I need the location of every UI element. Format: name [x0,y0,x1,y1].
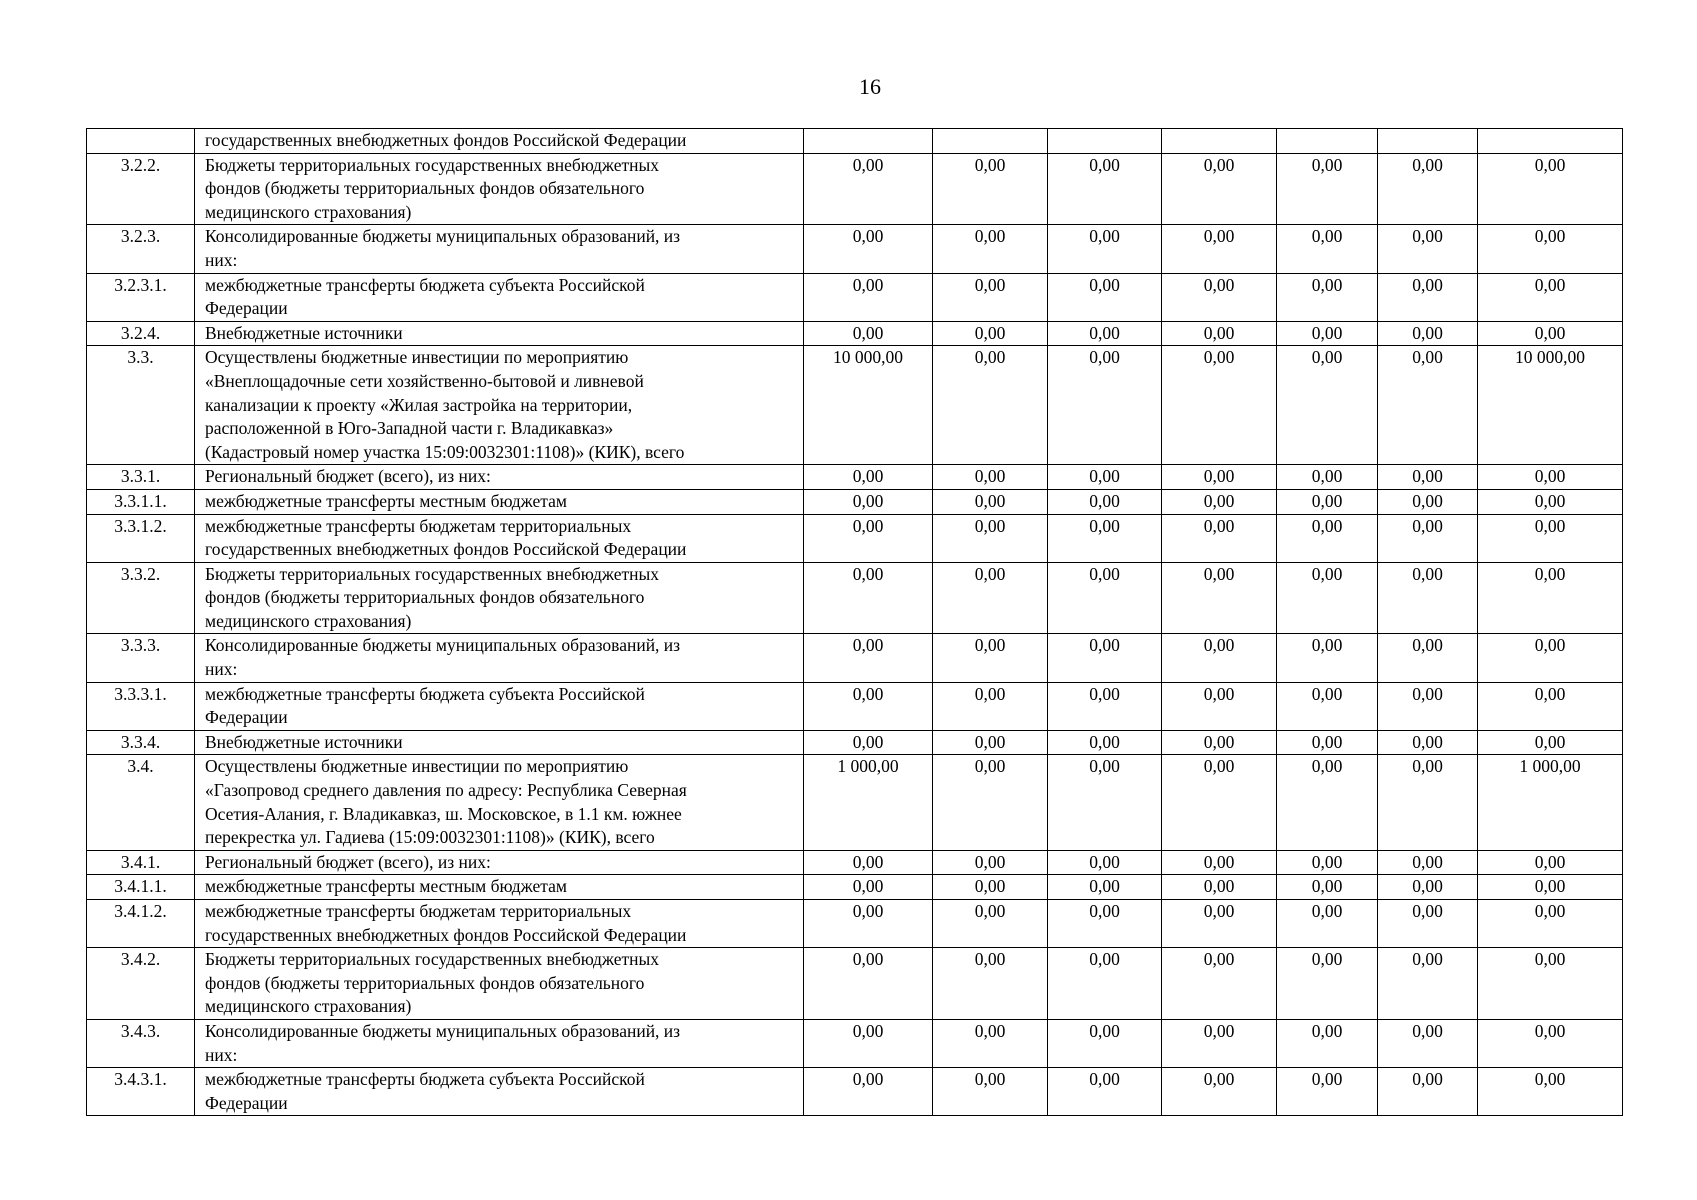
row-number-cell: 3.2.3. [87,225,195,273]
value-cell: 0,00 [1378,346,1478,465]
value-cell: 0,00 [933,321,1048,346]
value-cell: 0,00 [1048,755,1162,850]
table-row [87,634,1623,682]
row-description-cell: межбюджетные трансферты бюджета субъекта Российской Федерации [195,682,804,730]
value-cell: 0,00 [1162,875,1277,900]
value-cell: 0,00 [1048,321,1162,346]
value-cell: 0,00 [1162,1019,1277,1067]
value-cell: 0,00 [1048,273,1162,321]
value-cell: 0,00 [1162,465,1277,490]
value-cell: 0,00 [804,1019,933,1067]
table-row [87,730,1623,755]
row-number-cell: 3.3. [87,346,195,465]
value-cell: 0,00 [1048,1019,1162,1067]
value-cell: 0,00 [1378,1068,1478,1116]
table-row [87,948,1623,1020]
row-description-cell: Бюджеты территориальных государственных внебюджетных фондов (бюджеты территориальных фондов обязательного медицинского страхования) [195,153,804,225]
value-cell: 0,00 [1048,153,1162,225]
row-description-cell: Осуществлены бюджетные инвестиции по мероприятию «Газопровод среднего давления по адресу: Республика Северная Осетия-Алания, г. Владикавказ, ш. Московское, в 1.1 км. южнее перекрестка ул. Гадиева (15:09:0032301:1108)» (КИК), всего [195,755,804,850]
value-cell: 0,00 [933,465,1048,490]
value-cell: 0,00 [1277,682,1378,730]
row-description-cell: Осуществлены бюджетные инвестиции по мероприятию «Внеплощадочные сети хозяйственно-бытовой и ливневой канализации к проекту «Жилая застройка на территории, расположенной в Юго-Западной части г. Владикавказ» (Кадастровый номер участка 15:09:0032301:1108)» (КИК), всего [195,346,804,465]
table-row [87,225,1623,273]
row-description-cell: межбюджетные трансферты бюджетам территориальных государственных внебюджетных фондов Российской Федерации [195,900,804,948]
value-cell: 0,00 [1378,321,1478,346]
value-cell: 0,00 [1277,730,1378,755]
value-cell: 0,00 [1378,273,1478,321]
value-cell: 0,00 [1162,273,1277,321]
table-row [87,900,1623,948]
row-number-cell: 3.2.2. [87,153,195,225]
row-description-cell: Региональный бюджет (всего), из них: [195,850,804,875]
value-cell: 0,00 [1048,465,1162,490]
table-row [87,489,1623,514]
value-cell: 0,00 [933,730,1048,755]
value-cell: 0,00 [1162,321,1277,346]
value-cell: 0,00 [1378,850,1478,875]
value-cell: 0,00 [1478,225,1623,273]
table-row [87,682,1623,730]
value-cell: 0,00 [1478,1068,1623,1116]
table-row [87,1019,1623,1067]
value-cell: 0,00 [1478,562,1623,634]
row-number-cell: 3.4.3.1. [87,1068,195,1116]
row-description-cell: Бюджеты территориальных государственных внебюджетных фондов (бюджеты территориальных фондов обязательного медицинского страхования) [195,562,804,634]
value-cell: 0,00 [1378,755,1478,850]
value-cell: 0,00 [1048,225,1162,273]
value-cell: 0,00 [1378,948,1478,1020]
value-cell [1048,129,1162,154]
value-cell: 0,00 [1277,900,1378,948]
value-cell: 0,00 [1378,225,1478,273]
value-cell: 0,00 [1048,948,1162,1020]
value-cell: 0,00 [1378,514,1478,562]
value-cell: 0,00 [1277,346,1378,465]
row-number-cell: 3.2.4. [87,321,195,346]
value-cell: 0,00 [1048,875,1162,900]
value-cell: 0,00 [933,1068,1048,1116]
value-cell: 0,00 [1378,634,1478,682]
row-number-cell: 3.3.1.2. [87,514,195,562]
value-cell: 0,00 [1277,321,1378,346]
row-description-cell: Региональный бюджет (всего), из них: [195,465,804,490]
value-cell: 0,00 [804,465,933,490]
value-cell: 0,00 [1048,489,1162,514]
row-description-cell: межбюджетные трансферты местным бюджетам [195,875,804,900]
row-description-cell: межбюджетные трансферты бюджета субъекта Российской Федерации [195,273,804,321]
row-number-cell: 3.3.3. [87,634,195,682]
value-cell: 0,00 [1162,489,1277,514]
value-cell: 0,00 [1277,948,1378,1020]
row-number-cell: 3.4. [87,755,195,850]
value-cell: 0,00 [1277,850,1378,875]
value-cell: 0,00 [804,875,933,900]
value-cell: 0,00 [1048,850,1162,875]
value-cell: 0,00 [1478,875,1623,900]
value-cell: 0,00 [804,900,933,948]
value-cell: 0,00 [1277,153,1378,225]
value-cell: 0,00 [1478,900,1623,948]
value-cell: 0,00 [1162,755,1277,850]
value-cell: 0,00 [1162,682,1277,730]
row-description-cell: межбюджетные трансферты местным бюджетам [195,489,804,514]
value-cell: 0,00 [1378,153,1478,225]
value-cell: 0,00 [933,755,1048,850]
value-cell: 0,00 [933,682,1048,730]
value-cell: 0,00 [1277,1019,1378,1067]
row-number-cell: 3.3.4. [87,730,195,755]
row-number-cell [87,129,195,154]
value-cell: 0,00 [933,900,1048,948]
value-cell: 0,00 [933,489,1048,514]
value-cell: 10 000,00 [804,346,933,465]
row-description-cell: Консолидированные бюджеты муниципальных образований, из них: [195,225,804,273]
value-cell: 0,00 [1048,634,1162,682]
value-cell: 0,00 [933,634,1048,682]
budget-table [86,128,1623,1116]
row-description-cell: Бюджеты территориальных государственных внебюджетных фондов (бюджеты территориальных фондов обязательного медицинского страхования) [195,948,804,1020]
value-cell: 0,00 [804,850,933,875]
value-cell: 0,00 [933,875,1048,900]
value-cell: 0,00 [1048,1068,1162,1116]
row-description-cell: государственных внебюджетных фондов Российской Федерации [195,129,804,154]
row-number-cell: 3.4.2. [87,948,195,1020]
table-row [87,465,1623,490]
value-cell: 0,00 [933,1019,1048,1067]
row-description-cell: межбюджетные трансферты бюджетам территориальных государственных внебюджетных фондов Российской Федерации [195,514,804,562]
value-cell: 0,00 [933,346,1048,465]
table-row [87,346,1623,465]
value-cell: 0,00 [1162,514,1277,562]
table-row [87,850,1623,875]
row-description-cell: Внебюджетные источники [195,730,804,755]
value-cell: 0,00 [804,682,933,730]
value-cell: 0,00 [1378,562,1478,634]
value-cell: 0,00 [933,273,1048,321]
value-cell: 0,00 [1277,273,1378,321]
value-cell: 0,00 [1378,489,1478,514]
table-row [87,321,1623,346]
value-cell: 0,00 [1478,682,1623,730]
value-cell: 0,00 [804,730,933,755]
table-row [87,514,1623,562]
table-row [87,875,1623,900]
value-cell: 1 000,00 [804,755,933,850]
value-cell: 0,00 [1048,562,1162,634]
value-cell: 0,00 [1478,321,1623,346]
row-description-cell: Консолидированные бюджеты муниципальных образований, из них: [195,1019,804,1067]
value-cell: 0,00 [1478,634,1623,682]
value-cell: 0,00 [1162,346,1277,465]
table-row [87,562,1623,634]
value-cell: 0,00 [1048,682,1162,730]
value-cell: 0,00 [1277,225,1378,273]
value-cell: 0,00 [1048,900,1162,948]
value-cell: 0,00 [1162,153,1277,225]
value-cell: 0,00 [804,948,933,1020]
value-cell: 0,00 [1378,1019,1478,1067]
row-number-cell: 3.4.1. [87,850,195,875]
row-number-cell: 3.4.3. [87,1019,195,1067]
value-cell [933,129,1048,154]
value-cell [1378,129,1478,154]
value-cell [1162,129,1277,154]
value-cell: 0,00 [1478,465,1623,490]
value-cell: 0,00 [1478,489,1623,514]
page-number: 16 [859,74,881,99]
value-cell [1277,129,1378,154]
value-cell: 0,00 [804,153,933,225]
value-cell: 0,00 [1162,730,1277,755]
value-cell: 0,00 [1478,850,1623,875]
value-cell: 0,00 [804,225,933,273]
value-cell: 0,00 [1277,465,1378,490]
value-cell: 0,00 [804,562,933,634]
table-body [87,129,1623,1116]
row-number-cell: 3.3.3.1. [87,682,195,730]
value-cell: 0,00 [933,153,1048,225]
value-cell: 0,00 [1478,948,1623,1020]
value-cell: 0,00 [1277,514,1378,562]
value-cell: 0,00 [1478,153,1623,225]
row-number-cell: 3.3.1.1. [87,489,195,514]
value-cell: 0,00 [804,634,933,682]
value-cell: 0,00 [1378,682,1478,730]
value-cell: 0,00 [804,489,933,514]
value-cell: 0,00 [804,273,933,321]
row-number-cell: 3.3.1. [87,465,195,490]
value-cell: 0,00 [1478,273,1623,321]
value-cell: 0,00 [804,321,933,346]
row-number-cell: 3.2.3.1. [87,273,195,321]
row-number-cell: 3.4.1.2. [87,900,195,948]
value-cell: 0,00 [1162,634,1277,682]
value-cell: 0,00 [1277,634,1378,682]
table-row [87,755,1623,850]
row-description-cell: межбюджетные трансферты бюджета субъекта Российской Федерации [195,1068,804,1116]
value-cell: 0,00 [1162,850,1277,875]
value-cell: 0,00 [933,948,1048,1020]
value-cell: 0,00 [1277,562,1378,634]
value-cell: 0,00 [933,850,1048,875]
row-description-cell: Консолидированные бюджеты муниципальных образований, из них: [195,634,804,682]
value-cell: 0,00 [1048,730,1162,755]
table-row [87,1068,1623,1116]
value-cell: 0,00 [1378,730,1478,755]
value-cell: 0,00 [1478,1019,1623,1067]
row-number-cell: 3.4.1.1. [87,875,195,900]
value-cell: 0,00 [804,514,933,562]
table-row [87,273,1623,321]
value-cell [1478,129,1623,154]
value-cell: 0,00 [1478,514,1623,562]
row-number-cell: 3.3.2. [87,562,195,634]
value-cell: 0,00 [933,562,1048,634]
value-cell: 0,00 [1162,1068,1277,1116]
value-cell: 0,00 [933,225,1048,273]
value-cell [804,129,933,154]
value-cell: 0,00 [1162,948,1277,1020]
value-cell: 0,00 [1478,730,1623,755]
value-cell: 0,00 [1277,1068,1378,1116]
value-cell: 0,00 [1162,900,1277,948]
value-cell: 0,00 [1378,875,1478,900]
value-cell: 0,00 [1048,346,1162,465]
value-cell: 0,00 [1048,514,1162,562]
value-cell: 0,00 [1162,562,1277,634]
value-cell: 0,00 [1277,755,1378,850]
value-cell: 0,00 [804,1068,933,1116]
value-cell: 0,00 [1378,465,1478,490]
table-row [87,153,1623,225]
value-cell: 0,00 [1162,225,1277,273]
value-cell: 10 000,00 [1478,346,1623,465]
value-cell: 0,00 [1277,875,1378,900]
value-cell: 1 000,00 [1478,755,1623,850]
value-cell: 0,00 [1378,900,1478,948]
row-description-cell: Внебюджетные источники [195,321,804,346]
value-cell: 0,00 [1277,489,1378,514]
value-cell: 0,00 [933,514,1048,562]
table-row [87,129,1623,154]
